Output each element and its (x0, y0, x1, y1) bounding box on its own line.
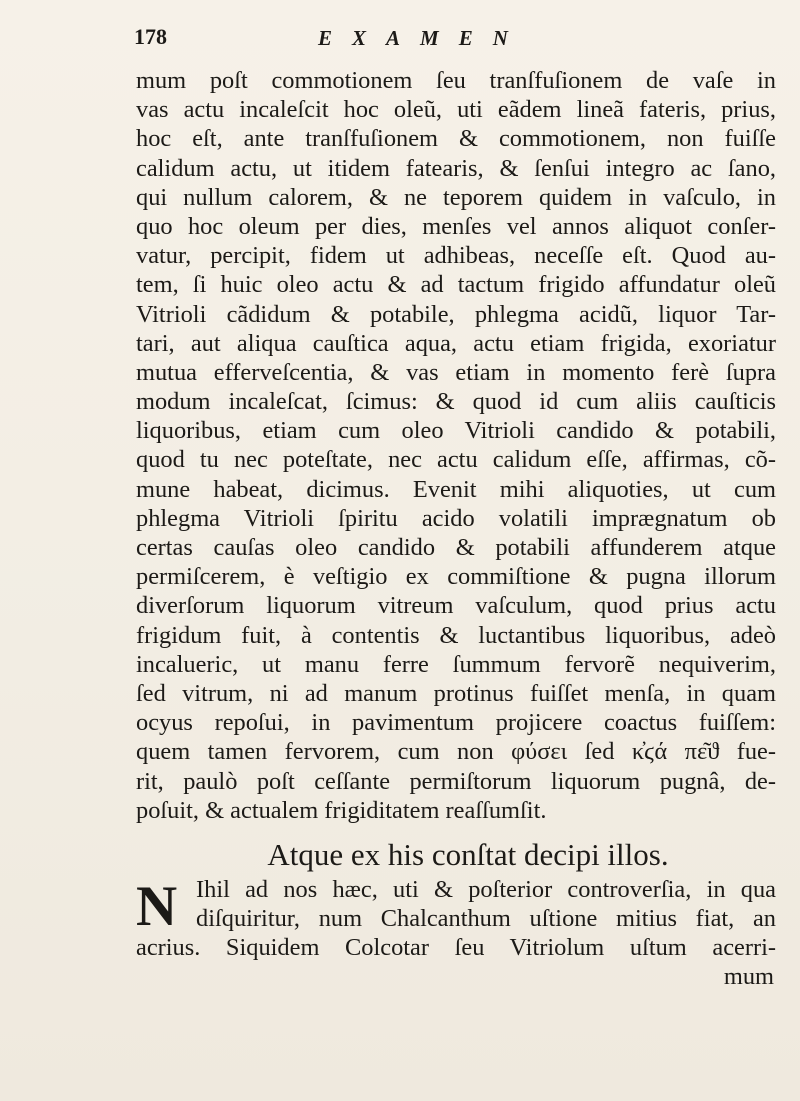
text-line: liquoribus, etiam cum oleo Vitrioli candido & potabili, (136, 417, 776, 445)
text-line: quem tamen fervorem, cum non φύσει ſed κ̓ϛά πε͂ϑ fue- (136, 738, 776, 766)
running-head: EXAMEN (318, 26, 528, 50)
text-line: tari, aut aliqua cauſtica aqua, actu etiam frigida, exoriatur (136, 329, 776, 357)
text-line: certas cauſas oleo candido & potabili affunderem atque (136, 534, 776, 561)
text-line: rit, paulò poſt ceſſante permiſtorum liquorum pugnâ, de- (136, 767, 776, 795)
text-line: diſquiritur, num Chalcanthum uſtione mitius fiat, an (196, 905, 776, 933)
text-line: quod tu nec poteſtate, nec actu calidum eſſe, affirmas, cõ- (136, 446, 776, 474)
page-number: 178 (134, 24, 167, 49)
text-line: incalueric, ut manu ferre ſummum fervorẽ nequiverim, (136, 650, 776, 678)
text-line: permiſcerem, è veſtigio ex commiſtione & pugna illorum (136, 563, 776, 591)
text-line: mune habeat, dicimus. Evenit mihi aliquoties, ut cum (136, 475, 776, 503)
text-line: Ihil ad nos hæc, uti & poſterior controverſia, in qua (196, 875, 776, 903)
catchword: mum (723, 963, 774, 991)
text-line: diverſorum liquorum vitreum vaſculum, quod prius actu (136, 592, 776, 620)
text-line: frigidum fuit, à contentis & luctantibus liquoribus, adeò (136, 621, 776, 649)
page-header (134, 14, 774, 54)
text-line: tem, ſi huic oleo actu & ad tactum frigido affundatur oleũ (136, 271, 776, 299)
text-line: Vitrioli cãdidum & potabile, phlegma acidũ, liquor Tar- (136, 300, 776, 328)
text-line: ſed vitrum, ni ad manum protinus fuiſſet menſa, in quam (136, 679, 776, 707)
section-heading: Atque ex his conſtat decipi illos. (267, 836, 669, 872)
paragraph-2 (136, 875, 776, 963)
drop-cap: N (136, 874, 178, 938)
text-line: ocyus repoſui, in pavimentum projicere coactus fuiſſem: (136, 709, 776, 737)
text-line: mutua efferveſcentia, & vas etiam in momento ferè ſupra (136, 358, 776, 386)
text-line: mum poſt commotionem ſeu tranſfuſionem de vaſe in (136, 67, 776, 94)
text-line: quo hoc oleum per dies, menſes vel annos aliquot conſer- (136, 212, 776, 240)
text-line: vas actu incaleſcit hoc oleũ, uti eãdem lineã fateris, prius, (136, 96, 776, 124)
body-text (136, 66, 776, 991)
paragraph-1 (136, 66, 776, 825)
text-line: poſuit, & actualem frigiditatem reaſſumſit. (136, 796, 547, 824)
text-line: hoc eſt, ante tranſfuſionem & commotionem, non fuiſſe (136, 125, 776, 153)
text-line: acrius. Siquidem Colcotar ſeu Vitriolum uſtum acerri- (136, 934, 776, 962)
text-line: qui nullum calorem, & ne teporem quidem in vaſculo, in (136, 183, 776, 211)
text-line: vatur, percipit, fidem ut adhibeas, neceſſe eſt. Quod au- (136, 242, 776, 270)
text-line: calidum actu, ut itidem fatearis, & ſenſui integro ac ſano, (136, 154, 776, 182)
text-line: phlegma Vitrioli ſpiritu acido volatili imprægnatum ob (136, 504, 776, 532)
text-line: modum incaleſcat, ſcimus: & quod id cum aliis cauſticis (136, 388, 776, 416)
